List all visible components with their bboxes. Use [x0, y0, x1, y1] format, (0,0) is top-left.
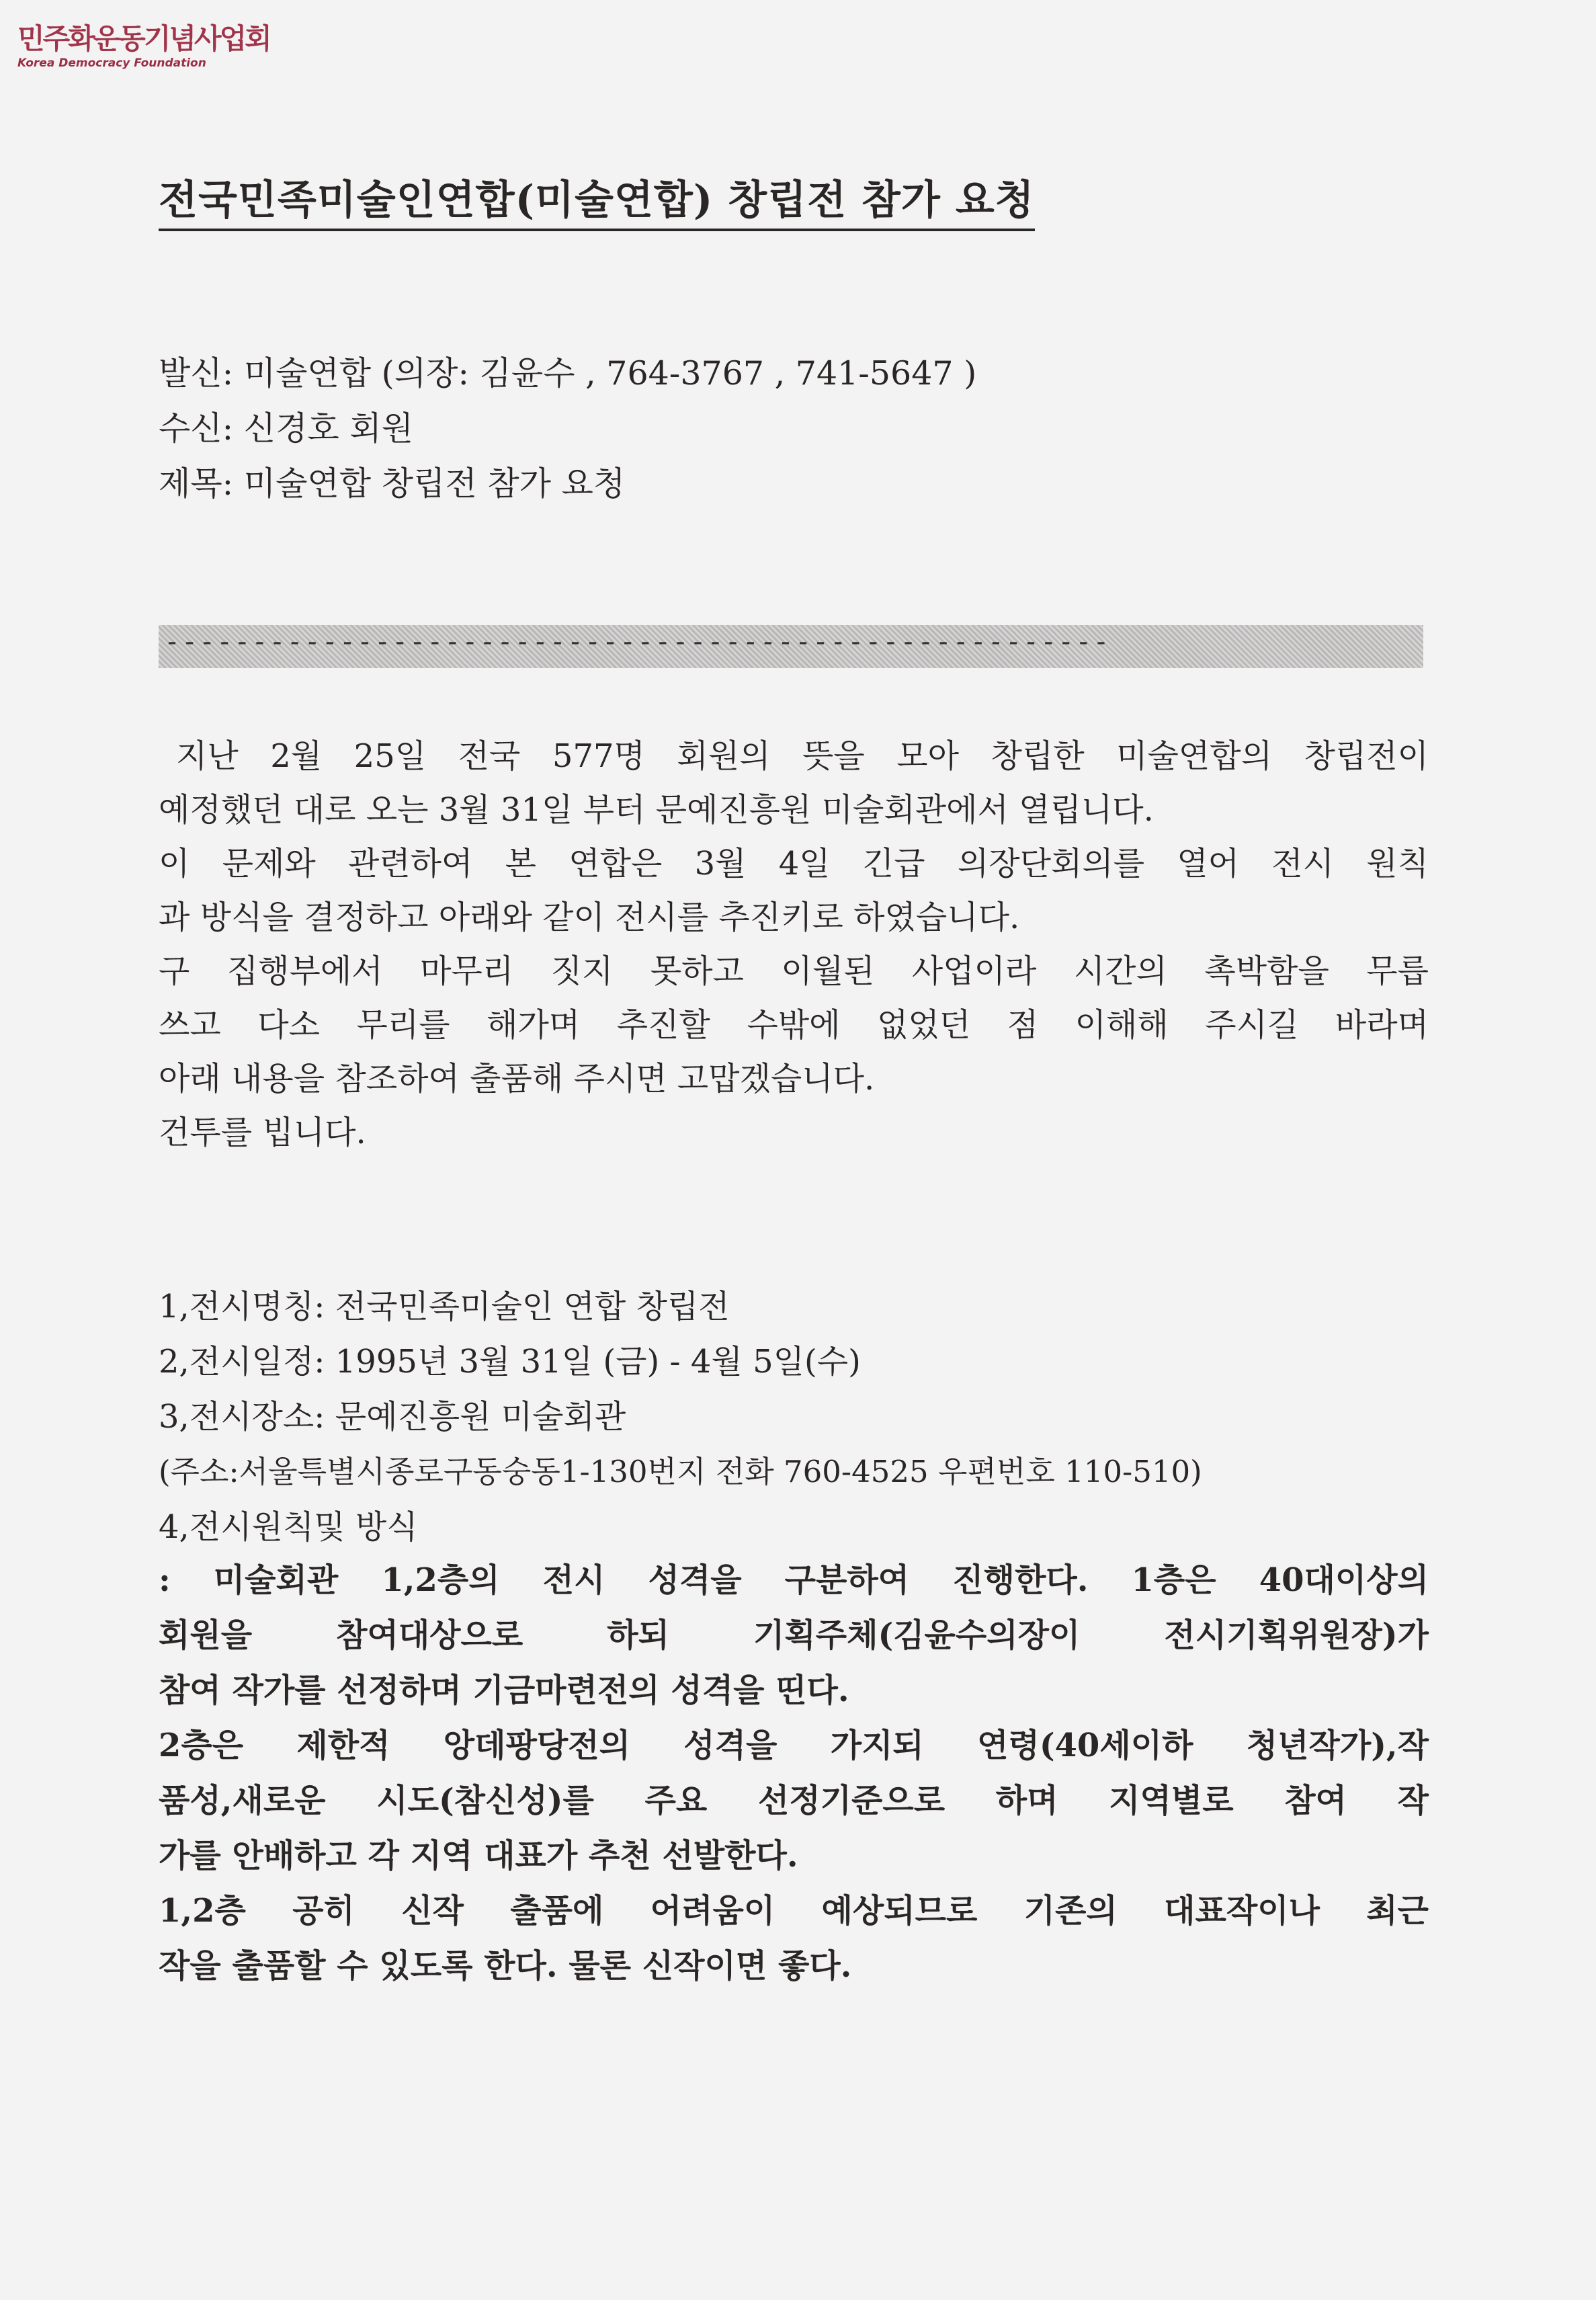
principle-line: 참여 작가를 선정하며 기금마련전의 성격을 띤다. — [159, 1672, 849, 1709]
principle-line: 작을 출품할 수 있도록 한다. 물론 신작이면 좋다. — [159, 1947, 852, 1985]
principle-line: 회원을 참여대상으로 하되 기획주체(김윤수의장이 전시기획위원장)가 — [159, 1616, 1429, 1654]
detail-item: 2,전시일정: 1995년 3월 31일 (금) - 4월 5일(수) — [159, 1343, 861, 1381]
divider-dashes: ------------------------------------------------------ — [164, 626, 1111, 657]
body-line: 건투를 빕니다. — [159, 1114, 366, 1151]
divider-bar — [159, 625, 1423, 668]
principle-line: 2층은 제한적 앙데팡당전의 성격을 가지되 연령(40세이하 청년작가),작 — [159, 1727, 1429, 1764]
principle-line: 품성,새로운 시도(참신성)를 주요 선정기준으로 하며 지역별로 참여 작 — [159, 1782, 1429, 1819]
exhibition-principles — [159, 1553, 1429, 1994]
exhibition-details — [159, 1279, 1429, 1555]
logo-english-text: Korea Democracy Foundation — [17, 56, 206, 70]
body-line: 지난 2월 25일 전국 577명 회원의 뜻을 모아 창립한 미술연합의 창립전이 — [176, 737, 1429, 775]
body-line: 쓰고 다소 무리를 해가며 추진할 수밖에 없었던 점 이해해 주시길 바라며 — [159, 1006, 1429, 1044]
detail-item: 3,전시장소: 문예진흥원 미술회관 — [159, 1398, 626, 1436]
body-line: 과 방식을 결정하고 아래와 같이 전시를 추진키로 하였습니다. — [159, 899, 1020, 936]
detail-item: 1,전시명칭: 전국민족미술인 연합 창립전 — [159, 1288, 730, 1325]
sender-line: 발신: 미술연합 (의장: 김윤수 , 764-3767 , 741-5647 ) — [159, 354, 977, 393]
recipient-line: 수신: 신경호 회원 — [159, 409, 413, 448]
body-line: 예정했던 대로 오는 3월 31일 부터 문예진흥원 미술회관에서 열립니다. — [159, 791, 1154, 829]
body-text — [159, 729, 1429, 1159]
subject-line: 제목: 미술연합 창립전 참가 요청 — [159, 464, 626, 503]
principle-line: 가를 안배하고 각 지역 대표가 추천 선발한다. — [159, 1837, 798, 1875]
principle-line: 1,2층 공히 신작 출품에 어려움이 예상되므로 기존의 대표작이나 최근 — [159, 1892, 1429, 1930]
letter-header — [159, 346, 976, 511]
document-title: 전국민족미술인연합(미술연합) 창립전 참가 요청 — [159, 168, 1035, 231]
body-line: 구 집행부에서 마무리 짓지 못하고 이월된 사업이라 시간의 촉박함을 무릅 — [159, 952, 1429, 990]
principle-line: : 미술회관 1,2층의 전시 성격을 구분하여 진행한다. 1층은 40대이상의 — [159, 1561, 1429, 1599]
address-line: (주소:서울특별시종로구동숭동1-130번지 전화 760-4525 우편번호 110-510) — [159, 1454, 1202, 1489]
body-line: 아래 내용을 참조하여 출품해 주시면 고맙겠습니다. — [159, 1060, 875, 1098]
body-line: 이 문제와 관련하여 본 연합은 3월 4일 긴급 의장단회의를 열어 전시 원칙 — [159, 845, 1429, 882]
logo-korean-text: 민주화운동기념사업회 — [17, 22, 270, 55]
detail-item: 4,전시원칙및 방식 — [159, 1508, 418, 1546]
foundation-logo — [17, 23, 270, 70]
